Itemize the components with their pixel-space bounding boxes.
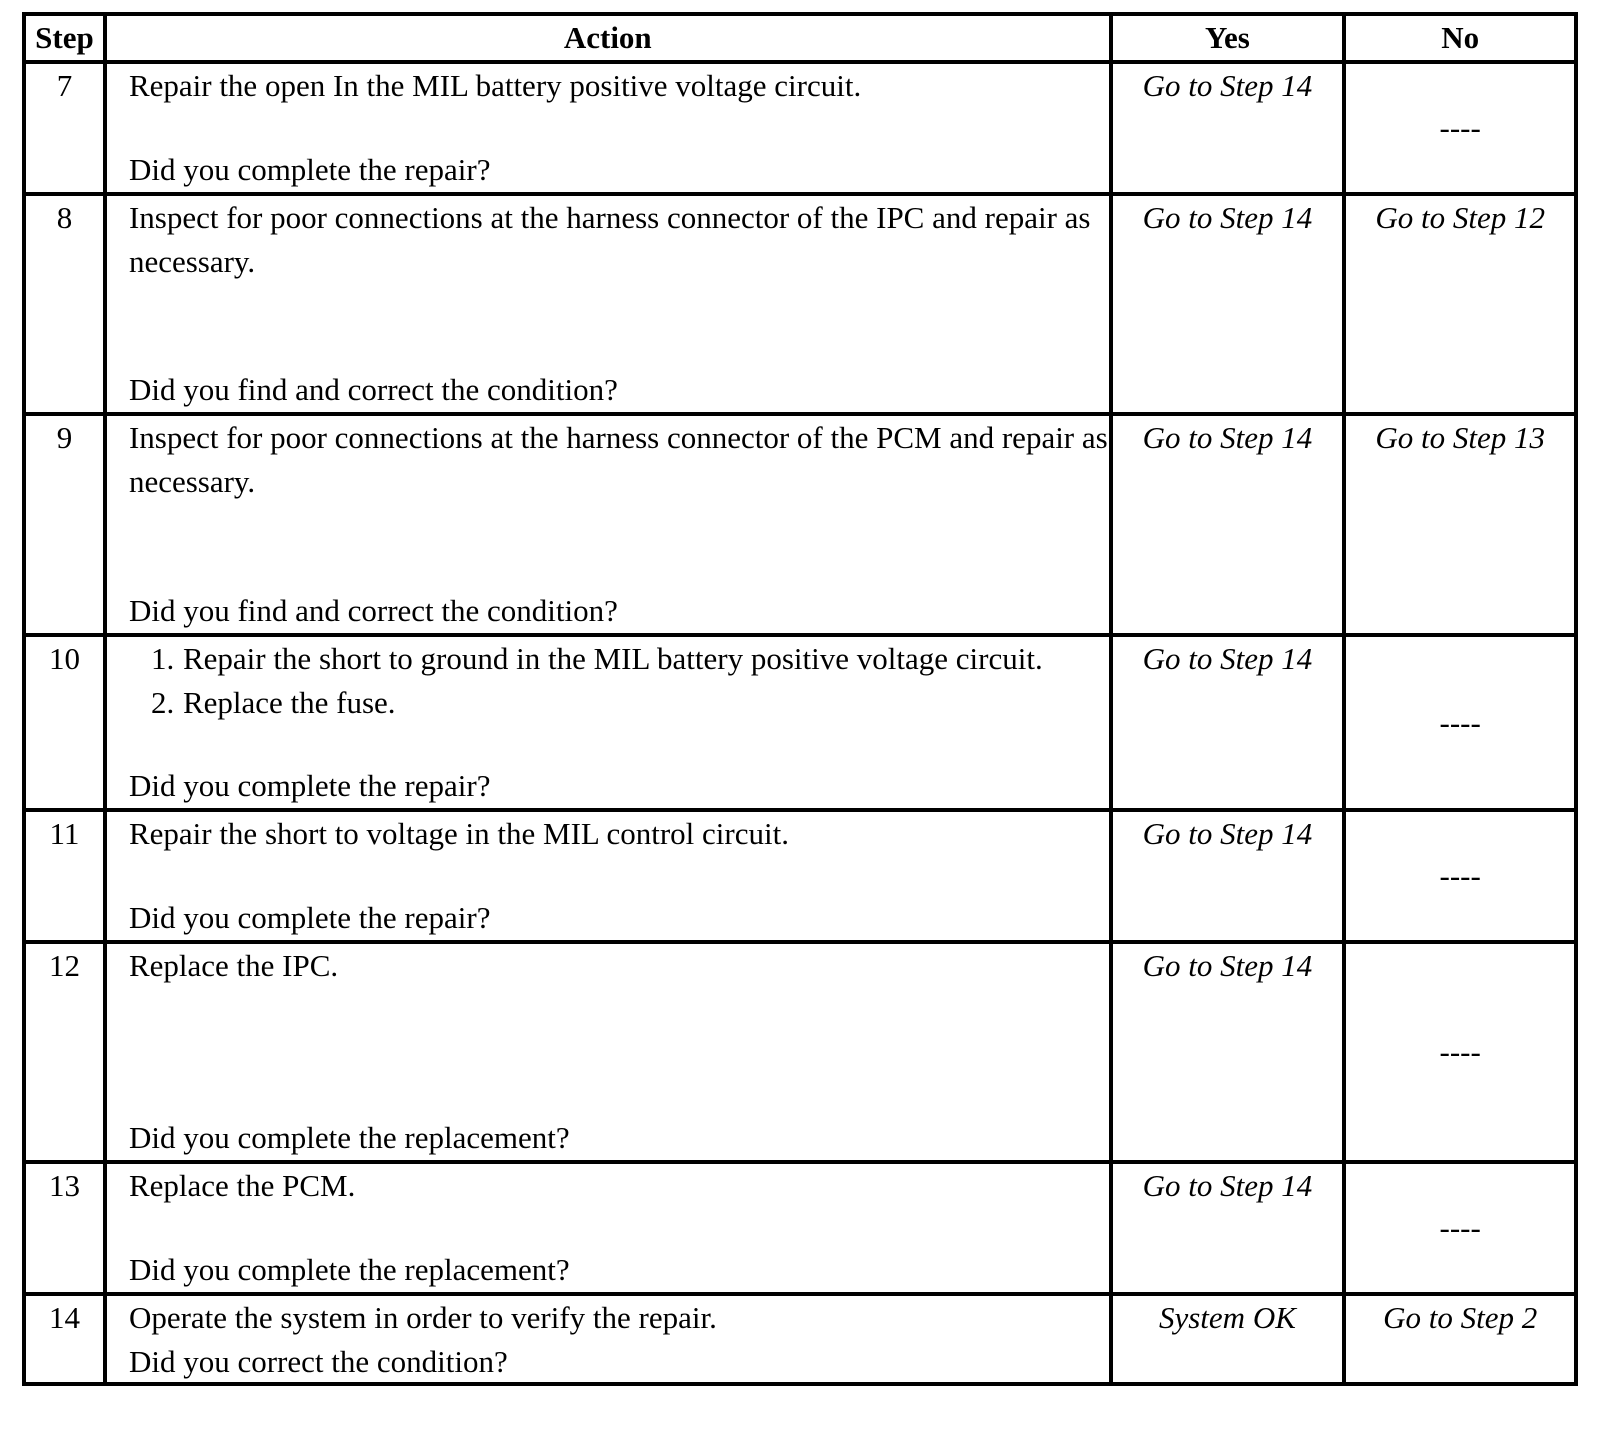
action-list: [129, 637, 1109, 725]
action-question: Did you complete the repair?: [128, 152, 491, 187]
action-cell: [105, 1294, 1111, 1384]
action-question: Did you complete the repair?: [128, 900, 491, 935]
no-result: ----: [1344, 810, 1576, 942]
step-number: 8: [24, 194, 105, 414]
table-row: [24, 194, 1576, 414]
step-number: 11: [24, 810, 105, 942]
action-question: Did you complete the repair?: [128, 768, 491, 803]
action-question: Did you correct the condition?: [128, 1344, 508, 1379]
table-row: [24, 414, 1576, 635]
action-text: Repair the open In the MIL battery positive voltage circuit.: [128, 68, 862, 103]
list-item-number: 1.: [150, 641, 175, 676]
yes-result: Go to Step 14: [1111, 635, 1345, 810]
no-result: Go to Step 12: [1344, 194, 1576, 414]
no-result: ----: [1344, 635, 1576, 810]
header-action: Action: [105, 14, 1111, 62]
action-question: Did you find and correct the condition?: [128, 372, 618, 407]
action-text: Operate the system in order to verify the repair.: [128, 1300, 717, 1335]
header-no: No: [1344, 14, 1576, 62]
action-text: Replace the PCM.: [128, 1168, 356, 1203]
action-cell: [105, 194, 1111, 414]
action-cell: [105, 1162, 1111, 1294]
action-text: Replace the IPC.: [128, 948, 339, 983]
header-yes: Yes: [1111, 14, 1345, 62]
yes-result: Go to Step 14: [1111, 810, 1345, 942]
yes-result: Go to Step 14: [1111, 942, 1345, 1162]
yes-result: Go to Step 14: [1111, 414, 1345, 635]
action-question: Did you complete the replacement?: [128, 1120, 570, 1155]
list-item: [151, 637, 1109, 681]
step-number: 13: [24, 1162, 105, 1294]
action-cell: [105, 810, 1111, 942]
table-row: [24, 810, 1576, 942]
no-result: ----: [1344, 942, 1576, 1162]
step-number: 14: [24, 1294, 105, 1384]
list-item: [151, 681, 1109, 725]
action-text: Inspect for poor connections at the harness connector of the IPC and repair as necessary.: [128, 200, 1091, 279]
yes-result: Go to Step 14: [1111, 1162, 1345, 1294]
step-number: 12: [24, 942, 105, 1162]
table-row: [24, 942, 1576, 1162]
no-result: ----: [1344, 62, 1576, 194]
yes-result: Go to Step 14: [1111, 62, 1345, 194]
action-cell: [105, 942, 1111, 1162]
action-question: Did you find and correct the condition?: [128, 593, 618, 628]
table-row: [24, 1294, 1576, 1384]
list-item-number: 2.: [150, 685, 175, 720]
diagnostic-table: [22, 12, 1578, 1386]
header-row: [24, 14, 1576, 62]
yes-result: Go to Step 14: [1111, 194, 1345, 414]
action-cell: [105, 635, 1111, 810]
step-number: 7: [24, 62, 105, 194]
step-number: 10: [24, 635, 105, 810]
table-row: [24, 1162, 1576, 1294]
no-result: Go to Step 13: [1344, 414, 1576, 635]
table-row: [24, 635, 1576, 810]
header-step: Step: [24, 14, 105, 62]
action-cell: [105, 414, 1111, 635]
action-text: Repair the short to voltage in the MIL control circuit.: [128, 816, 789, 851]
yes-result: System OK: [1111, 1294, 1345, 1384]
no-result: Go to Step 2: [1344, 1294, 1576, 1384]
step-number: 9: [24, 414, 105, 635]
action-cell: [105, 62, 1111, 194]
no-result: ----: [1344, 1162, 1576, 1294]
action-question: Did you complete the replacement?: [128, 1252, 570, 1287]
table-row: [24, 62, 1576, 194]
list-item-text: Replace the fuse.: [182, 685, 396, 720]
list-item-text: Repair the short to ground in the MIL battery positive voltage circuit.: [182, 641, 1043, 676]
action-text: Inspect for poor connections at the harness connector of the PCM and repair as necessary.: [128, 420, 1108, 499]
